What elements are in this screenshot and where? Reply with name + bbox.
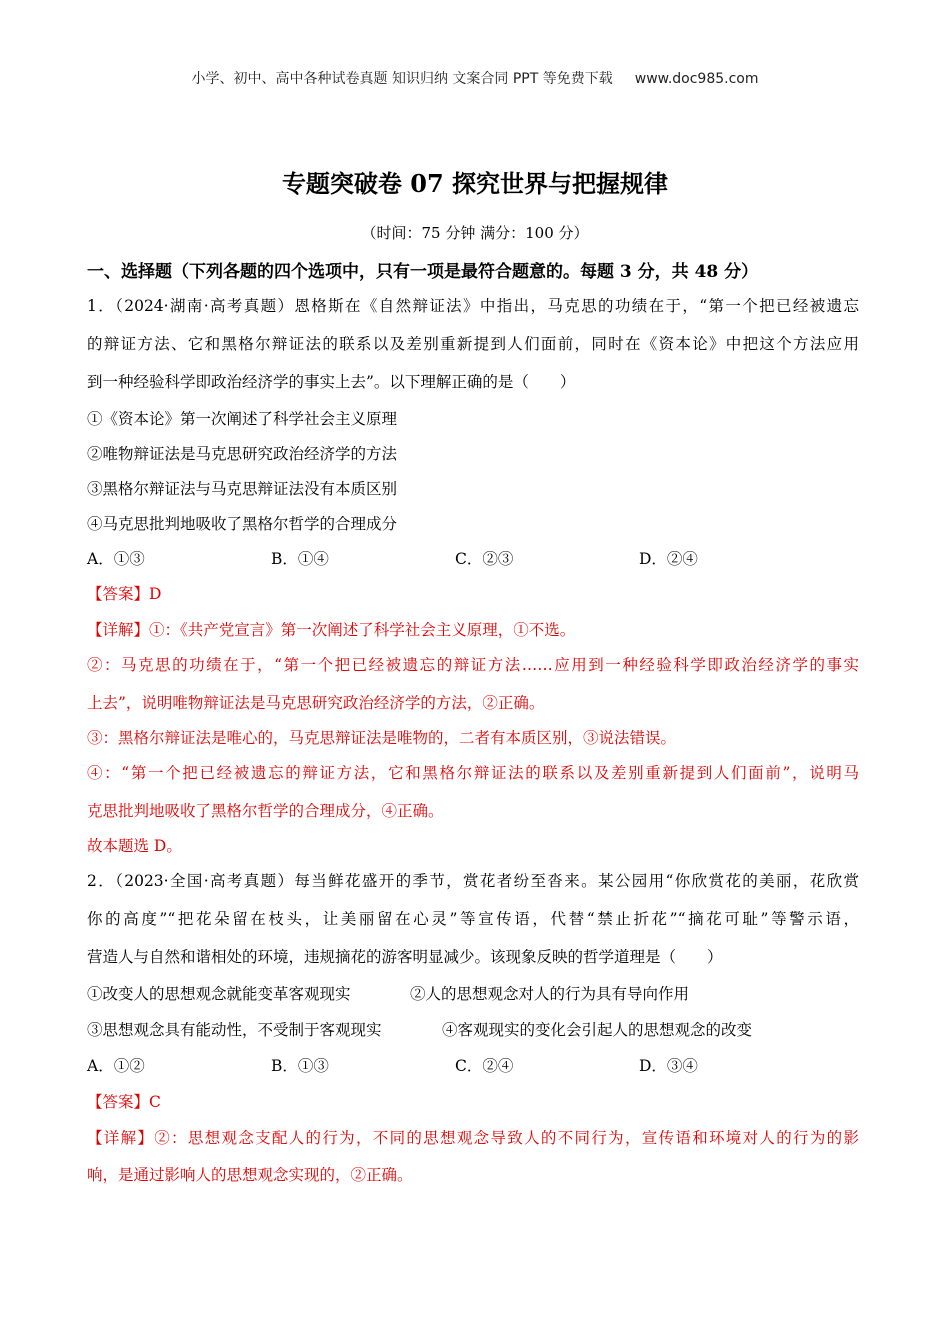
- q2-option-d: D．③④: [639, 1057, 698, 1075]
- q1-explanation-line: 克思批判地吸收了黑格尔哲学的合理成分，④正确。: [87, 802, 444, 820]
- q1-statement: ②唯物辩证法是马克思研究政治经济学的方法: [87, 445, 398, 463]
- time-info: （时间：75 分钟 满分：100 分）: [361, 224, 589, 242]
- q1-explanation-line: ④：“第一个把已经被遗忘的辩证方法，它和黑格尔辩证法的联系以及差别重新提到人们面前”，说明马: [87, 764, 859, 782]
- q1-stem-line: 的辩证方法、它和黑格尔辩证法的联系以及差别重新提到人们面前，同时在《资本论》中把这个方法应用: [87, 335, 859, 353]
- q2-statement: ③思想观念具有能动性，不受制于客观现实: [87, 1021, 382, 1039]
- q1-answer: 【答案】D: [87, 585, 162, 603]
- q1-explanation-line: 【详解】①：《共产党宣言》第一次阐述了科学社会主义原理，①不选。: [87, 621, 576, 639]
- q1-conclusion: 故本题选 D。: [87, 837, 182, 855]
- header-url[interactable]: www.doc985.com: [634, 71, 759, 87]
- q2-explanation-line: 【详解】②：思想观念支配人的行为，不同的思想观念导致人的不同行为，宣传语和环境对人的行为的影: [87, 1129, 859, 1147]
- q2-option-a: A．①②: [87, 1057, 145, 1075]
- header-text: 小学、初中、高中各种试卷真题 知识归纳 文案合同 PPT 等免费下载: [191, 71, 613, 87]
- q2-option-b: B．①③: [271, 1057, 329, 1075]
- q1-explanation-line: ②：马克思的功绩在于，“第一个把已经被遗忘的辩证方法……应用到一种经验科学即政治经济学的事实: [87, 656, 859, 674]
- q2-stem-line: 2．（2023·全国·高考真题）每当鲜花盛开的季节，赏花者纷至沓来。某公园用“你欣赏花的美丽，花欣赏: [87, 872, 859, 890]
- q2-stem-line: 营造人与自然和谐相处的环境，违规摘花的游客明显减少。该现象反映的哲学道理是（ ）: [87, 948, 723, 966]
- q2-statement: ①改变人的思想观念就能变革客观现实: [87, 985, 351, 1003]
- q1-stem-line: 1．（2024·湖南·高考真题）恩格斯在《自然辩证法》中指出，马克思的功绩在于，“第一个把已经被遗忘: [87, 297, 859, 315]
- q2-statement: ②人的思想观念对人的行为具有导向作用: [410, 985, 690, 1003]
- q2-stem-line: 你的高度”“把花朵留在枝头，让美丽留在心灵”等宣传语，代替“禁止折花”“摘花可耻”等警示语，: [87, 910, 859, 928]
- q1-option-d: D．②④: [639, 550, 698, 568]
- q2-explanation-line: 响，是通过影响人的思想观念实现的，②正确。: [87, 1166, 413, 1184]
- q1-option-c: C．②③: [455, 550, 514, 568]
- q1-statement: ①《资本论》第一次阐述了科学社会主义原理: [87, 410, 398, 428]
- section-heading: 一、选择题（下列各题的四个选项中，只有一项是最符合题意的。每题 3 分，共 48 分）: [87, 262, 759, 282]
- page-header: [0, 68, 950, 88]
- q1-explanation-line: 上去”，说明唯物辩证法是马克思研究政治经济学的方法，②正确。: [87, 694, 545, 712]
- q1-option-b: B．①④: [271, 550, 329, 568]
- q1-statement: ③黑格尔辩证法与马克思辩证法没有本质区别: [87, 480, 398, 498]
- q1-option-a: A．①③: [87, 550, 145, 568]
- q1-statement: ④马克思批判地吸收了黑格尔哲学的合理成分: [87, 515, 398, 533]
- document-title: 专题突破卷 07 探究世界与把握规律: [281, 169, 669, 198]
- q1-explanation-line: ③：黑格尔辩证法是唯心的，马克思辩证法是唯物的，二者有本质区别，③说法错误。: [87, 729, 677, 747]
- q2-statement: ④客观现实的变化会引起人的思想观念的改变: [442, 1021, 753, 1039]
- q2-answer: 【答案】C: [87, 1093, 161, 1111]
- q1-stem-line: 到一种经验科学即政治经济学的事实上去”。以下理解正确的是（ ）: [87, 373, 576, 391]
- q2-option-c: C．②④: [455, 1057, 514, 1075]
